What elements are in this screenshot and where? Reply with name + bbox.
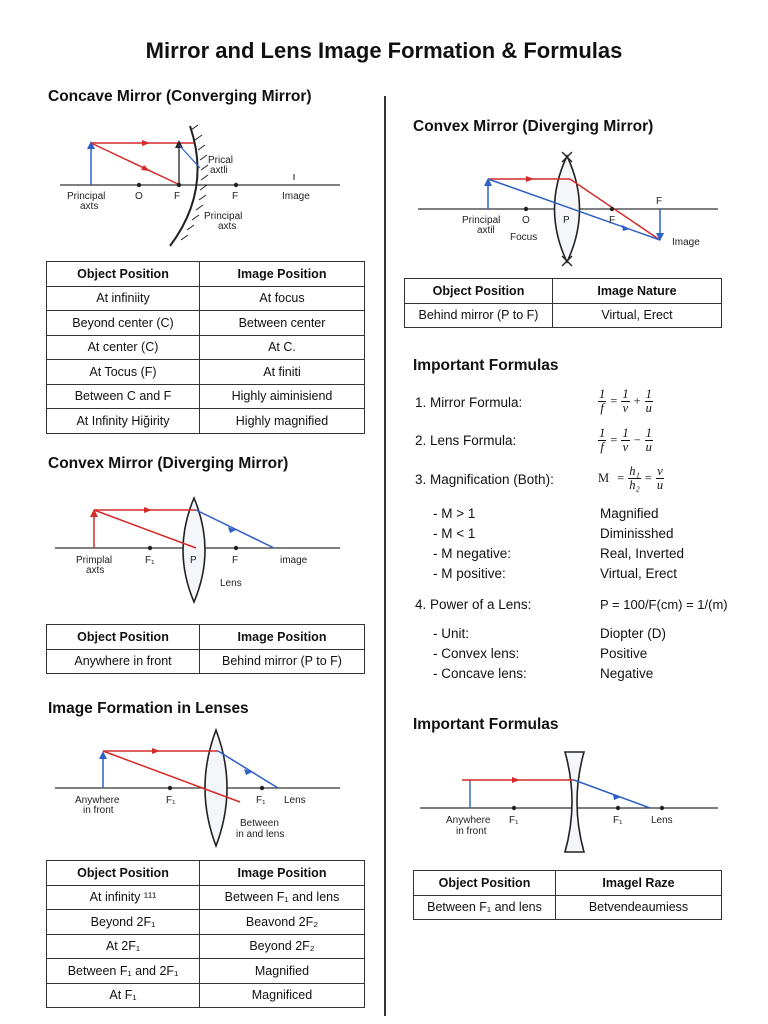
magnification-label: 3. Magnification (Both): [415,472,554,487]
label-axts: axts [86,565,105,576]
label-p: P [190,555,197,566]
label-primplal: Primplal [76,555,113,566]
table-row: At Tocus (F) At finiti [47,360,365,385]
table-row: At Infinity Hiğirity Highly magnified [47,409,365,434]
table-header: Image Position [200,262,365,287]
label-o: O [135,191,143,202]
table-row: Between F₁ and lens Betvendeaumiess [414,895,722,920]
power-formula: P = 100/F(cm) = 1/(m) [600,597,728,612]
table-header: Image Position [200,625,365,650]
label-lens: Lens [220,578,242,589]
label-o: O [522,215,530,226]
label-prical: Prical [208,155,234,166]
ray-diverged [574,780,650,808]
label-in-front: in front [456,826,487,837]
magnification-formula: M = $\frac{\text{h₁}}{\text{h₂}}$ = $\frac{v}{u}$ [598,464,664,492]
mag-item-key: - M < 1 [433,526,476,541]
table-row: Between C and F Highly aiminisiend [47,384,365,409]
label-axts-mid: axts [218,221,237,232]
table-row: Beyond center (C) Between center [47,311,365,336]
label-f2: F [232,191,239,202]
mag-item-value: Real, Inverted [600,546,685,561]
table-row: Between F₁ and 2F₁ Magnified [47,959,365,984]
power-item-key: - Unit: [433,626,470,641]
label-between: Between [240,818,279,829]
label-f1: F₁ [509,815,519,826]
label-in-front: in front [83,805,114,816]
label-in-and-lens: in and lens [236,829,285,840]
mag-item-value: Virtual, Erect [600,566,678,581]
label-f1: F₁ [145,555,155,566]
label-image: image [280,555,308,566]
table-row: At center (C) At C. [47,335,365,360]
convex-right-heading: Convex Mirror (Diverging Mirror) [413,118,654,135]
label-principal: Principal [67,191,106,202]
label-f2: F [232,555,239,566]
formulas-heading: Important Formulas [413,357,559,374]
table-header: Image Position [200,861,365,886]
label-principal-mid: Principal [204,211,243,222]
label-image: Image [672,237,700,248]
label-focus: Focus [510,232,538,243]
mag-item-key: - M negative: [433,546,512,561]
label-f2: F₁ [256,795,266,806]
label-axtil: axtil [477,225,495,236]
mirror-formula: $\frac{1}{f}$ = $\frac{1}{v}$ + $\frac{1}{u}$ [599,387,652,415]
power-label: 4. Power of a Lens: [415,597,532,612]
label-lens: Lens [284,795,306,806]
table-row: At 2F₁ Beyond 2F₂ [47,934,365,959]
power-item-value: Positive [600,646,648,661]
label-image: Image [282,191,310,202]
label-f2: F₁ [613,815,623,826]
lenses-heading: Image Formation in Lenses [48,700,249,717]
label-axtli: axtli [210,165,228,176]
lens-formula: $\frac{1}{f}$ = $\frac{1}{v}$ − $\frac{1}{u}$ [599,426,652,454]
label-f: F [609,215,616,226]
table-row: Beyond 2F₁ Beavond 2F₂ [47,910,365,935]
table-header: Object Position [414,871,556,896]
power-item-key: - Convex lens: [433,646,520,661]
power-item-key: - Concave lens: [433,666,527,681]
label-f-top: F [656,196,663,207]
power-item-value: Diopter (D) [600,626,667,641]
concave-lens [565,752,584,852]
convex-left-heading: Convex Mirror (Diverging Mirror) [48,455,289,472]
table-row: At F₁ Magnificed [47,983,365,1008]
label-p: P [563,215,570,226]
mag-item-key: - M positive: [433,566,506,581]
concave-heading: Concave Mirror (Converging Mirror) [48,88,312,105]
table-header: Object Position [47,625,200,650]
mag-item-value: Diminisshed [600,526,674,541]
table-header: Imagel Raze [556,871,722,896]
table-row: Anywhere in front Behind mirror (P to F) [47,649,365,674]
mirror-formula-label: 1. Mirror Formula: [415,395,523,410]
table-header: Object Position [405,279,553,304]
table-row: At infinity ¹¹¹ Between F₁ and lens [47,885,365,910]
mag-item-value: Magnified [600,506,659,521]
table-header: Image Nature [553,279,722,304]
table-row: Behind mirror (P to F) Virtual, Erect [405,303,722,328]
formulas2-table [413,870,722,920]
mag-item-key: - M > 1 [433,506,476,521]
label-anywhere: Anywhere [75,795,120,806]
page-title: Mirror and Lens Image Formation & Formulas [145,38,623,63]
table-header: Object Position [47,861,200,886]
label-f1: F [174,191,181,202]
label-axts: axts [80,201,99,212]
table-row: At infiniity At focus [47,286,365,311]
label-f1: F₁ [166,795,176,806]
label-lens: Lens [651,815,673,826]
table-header: Object Position [47,262,200,287]
formulas2-heading: Important Formulas [413,716,559,733]
label-anywhere: Anywhere [446,815,491,826]
label-principal: Principal [462,215,501,226]
power-item-value: Negative [600,666,654,681]
lens-formula-label: 2. Lens Formula: [415,433,517,448]
